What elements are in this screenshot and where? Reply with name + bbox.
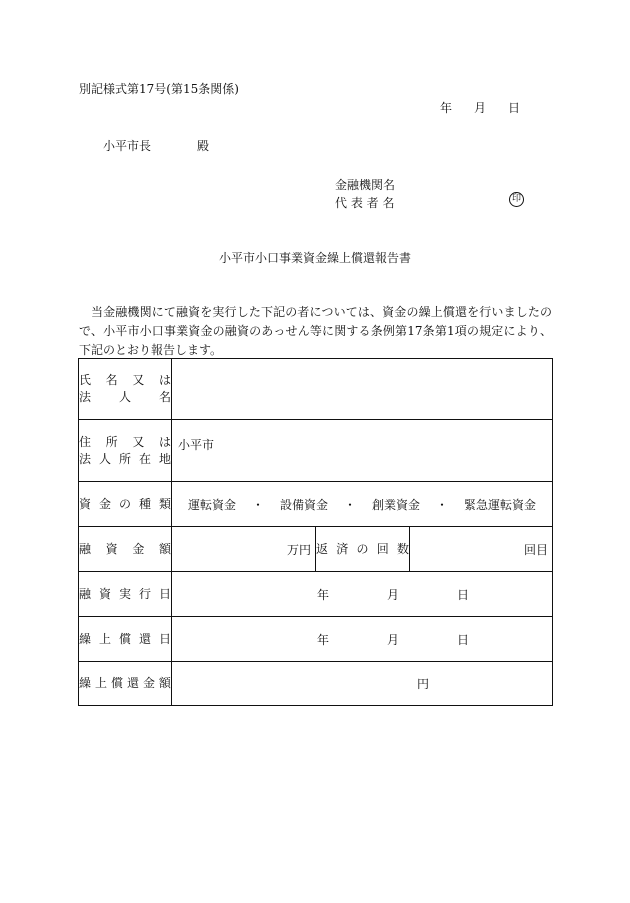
- label-char: 償: [118, 631, 131, 646]
- name-label-line1: [79, 372, 171, 389]
- loan-amount-label-cell: [79, 527, 172, 572]
- label-char: 資: [98, 586, 111, 601]
- fund-type-label-cell: [79, 482, 172, 527]
- label-char: の: [118, 496, 131, 511]
- date-month: 月: [473, 101, 486, 115]
- fund-type-options: [172, 496, 552, 513]
- label-char: 上: [98, 631, 111, 646]
- fund-type-label: [79, 496, 171, 513]
- label-char: 金: [132, 541, 145, 556]
- label-char: 還: [126, 676, 139, 690]
- report-table: [78, 358, 553, 706]
- name-label-line2: [79, 389, 171, 406]
- label-char: 額: [158, 541, 171, 556]
- table-row: [79, 527, 553, 572]
- table-row: [79, 359, 553, 420]
- label-char: の: [356, 541, 369, 556]
- date-day: 日: [507, 101, 520, 115]
- label-char: 日: [158, 586, 171, 601]
- name-label-cell: [79, 359, 172, 420]
- label-char: 類: [158, 496, 171, 511]
- label-char: 法: [79, 451, 92, 466]
- label-char: 金: [142, 676, 155, 690]
- label-char: 行: [138, 586, 151, 601]
- early-repay-date-fields: [172, 631, 552, 648]
- label-char: 在: [138, 451, 151, 466]
- early-repay-date-day: 日: [457, 632, 470, 647]
- label-char: 繰: [79, 676, 92, 690]
- report-date: [440, 99, 520, 116]
- table-row: [79, 662, 553, 706]
- repay-count-label-cell: [316, 527, 410, 572]
- label-char: 資: [105, 541, 118, 556]
- exec-date-day: 日: [457, 587, 470, 602]
- fund-type-startup[interactable]: 創業資金: [372, 497, 421, 512]
- label-char: 住: [79, 434, 92, 449]
- address-label-cell: [79, 420, 172, 482]
- label-char: 融: [79, 541, 92, 556]
- addressee-honorific: 殿: [196, 139, 209, 153]
- label-char: 地: [158, 451, 171, 466]
- label-char: 氏: [79, 373, 92, 387]
- loan-amount-label: [79, 541, 171, 558]
- address-value: 小平市: [178, 438, 215, 452]
- early-repay-date-year: 年: [317, 632, 330, 647]
- label-char: 済: [336, 541, 349, 556]
- fund-type-separator: ・: [251, 497, 264, 512]
- date-year: 年: [440, 101, 453, 115]
- fund-type-value-cell: [172, 482, 553, 527]
- label-char: 又: [132, 434, 145, 449]
- early-repay-date-label: [79, 631, 171, 648]
- label-char: 種: [138, 496, 151, 511]
- label-char: 名: [158, 390, 171, 404]
- label-char: 数: [396, 541, 409, 556]
- address-label-line1: [79, 434, 171, 451]
- repay-count-value-cell[interactable]: [410, 527, 553, 572]
- table-row: [79, 572, 553, 617]
- exec-date-label-cell: [79, 572, 172, 617]
- label-char: 又: [132, 373, 145, 387]
- table-row: [79, 617, 553, 662]
- early-repay-date-label-cell: [79, 617, 172, 662]
- label-char: 資: [79, 496, 92, 511]
- table-row: [79, 420, 553, 482]
- label-char: 所: [105, 434, 118, 449]
- early-repay-amount-unit: 円: [417, 677, 430, 691]
- label-char: 回: [376, 541, 389, 556]
- early-repay-amount-field: [172, 675, 552, 692]
- fund-type-separator: ・: [436, 497, 449, 512]
- label-char: 名: [105, 373, 118, 387]
- exec-date-label: [79, 586, 171, 603]
- loan-amount-value-cell[interactable]: [172, 527, 316, 572]
- name-value-cell[interactable]: [172, 359, 553, 420]
- exec-date-fields: [172, 586, 552, 603]
- label-char: 所: [118, 451, 131, 466]
- addressee-name: 小平市長: [103, 139, 152, 153]
- label-char: 額: [158, 676, 171, 690]
- early-repay-amount-value-cell[interactable]: [172, 662, 553, 706]
- label-char: 還: [138, 631, 151, 646]
- early-repay-amount-label: [79, 675, 171, 692]
- form-number: 別記様式第17号(第15条関係): [79, 82, 239, 96]
- repay-count-label: [316, 541, 409, 558]
- label-char: 融: [79, 586, 92, 601]
- seal-mark: 印: [509, 192, 524, 207]
- address-label-line2: [79, 451, 171, 468]
- label-char: 法: [79, 390, 92, 404]
- label-char: 上: [94, 676, 107, 690]
- label-char: は: [158, 434, 171, 449]
- exec-date-month: 月: [387, 587, 400, 602]
- label-char: 償: [110, 676, 123, 690]
- label-char: 金: [98, 496, 111, 511]
- label-char: 実: [118, 586, 131, 601]
- table-row: [79, 482, 553, 527]
- representative-label: 代 表 者 名: [335, 196, 395, 210]
- exec-date-value-cell[interactable]: [172, 572, 553, 617]
- bank-name-label: 金融機関名: [335, 178, 396, 192]
- report-body-text: 当金融機関にて融資を実行した下記の者については、資金の繰上償還を行いましたので、小平市小口事業資金の融資のあっせん等に関する条例第17条第1項の規定により、下記のとおり報告します。: [79, 305, 552, 357]
- label-char: 人: [98, 451, 111, 466]
- early-repay-date-month: 月: [387, 632, 400, 647]
- fund-type-emergency[interactable]: 緊急運転資金: [464, 497, 537, 512]
- address-value-cell[interactable]: [172, 420, 553, 482]
- label-char: は: [158, 373, 171, 387]
- fund-type-equipment[interactable]: 設備資金: [279, 497, 328, 512]
- document-title: 小平市小口事業資金繰上償還報告書: [218, 251, 411, 265]
- exec-date-year: 年: [317, 587, 330, 602]
- early-repay-date-value-cell[interactable]: [172, 617, 553, 662]
- fund-type-separator: ・: [344, 497, 357, 512]
- addressee: [103, 137, 209, 154]
- label-char: 人: [118, 390, 131, 404]
- repay-count-unit: 回目: [524, 542, 549, 557]
- fund-type-operating[interactable]: 運転資金: [187, 497, 236, 512]
- label-char: 返: [316, 541, 329, 556]
- early-repay-amount-label-cell: [79, 662, 172, 706]
- label-char: 日: [158, 631, 171, 646]
- label-char: 繰: [79, 631, 92, 646]
- loan-amount-unit: 万円: [286, 542, 311, 557]
